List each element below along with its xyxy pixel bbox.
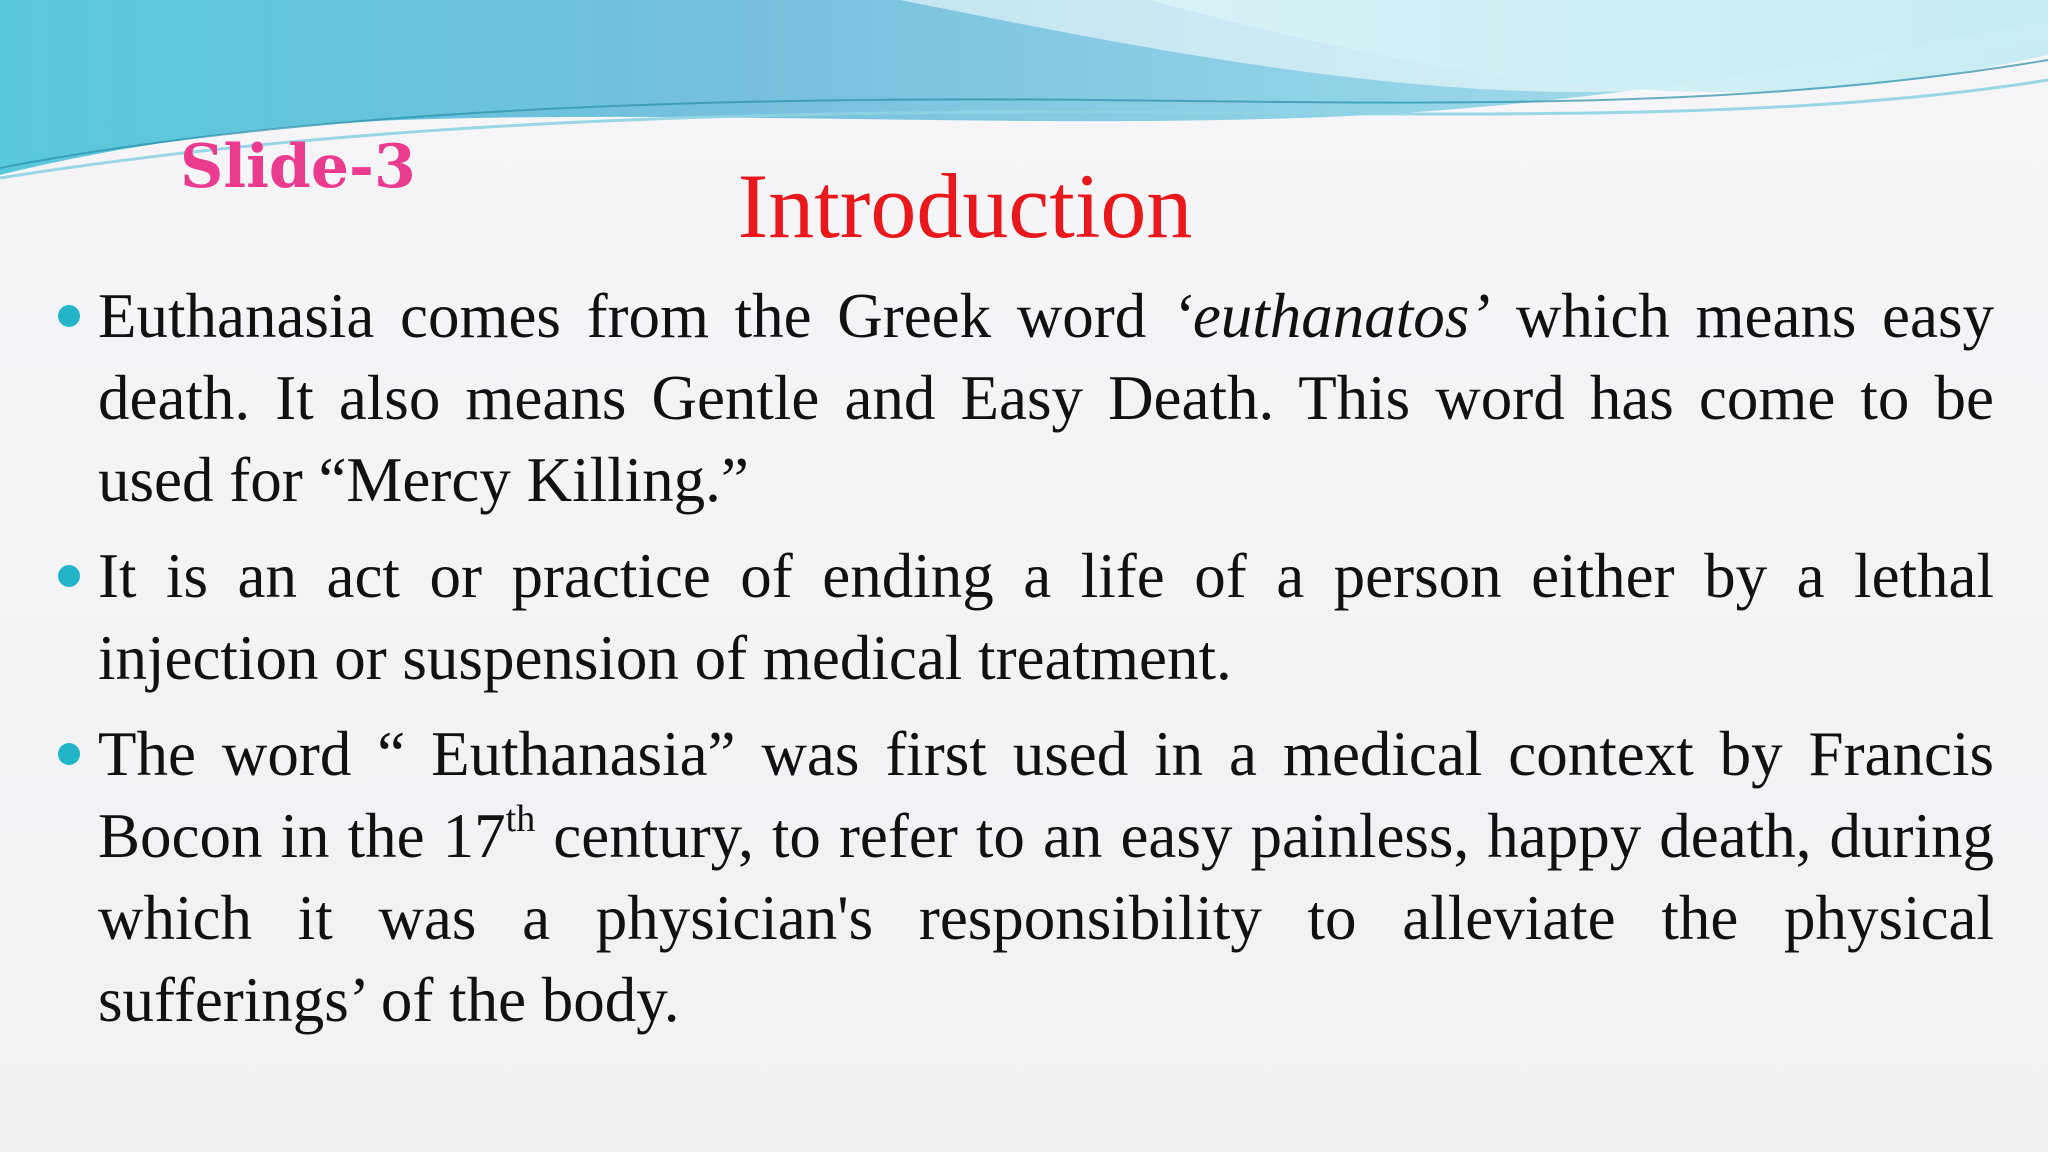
bullet-text: The word “ Euthanasia” was first used in a medical context by Francis Bocon in the 17th century, to refer to an easy painless, happy death, during which it was a physician's responsibility to alleviate the physical sufferings’ of the body. — [98, 719, 1994, 1035]
bullet-dot-icon — [58, 565, 80, 587]
bullet-dot-icon — [58, 305, 80, 327]
italic-term: ‘euthanatos’ — [1171, 281, 1491, 351]
slide-title: Introduction — [737, 155, 1193, 257]
bullet-text: It is an act or practice of ending a life of a person either by a lethal injection or suspension of medical treatment. — [98, 541, 1994, 693]
bullet-list — [56, 275, 1994, 1055]
superscript: th — [505, 798, 536, 840]
bullet-item-1 — [56, 275, 1994, 521]
bullet-item-2 — [56, 535, 1994, 699]
bullet-dot-icon — [58, 743, 80, 765]
bullet-text: Euthanasia comes from the Greek word ‘euthanatos’ which means easy death. It also means Gentle and Easy Death. This word has come to be used for “Mercy Killing.” — [98, 281, 1994, 515]
slide-number-label: Slide-3 — [180, 132, 416, 202]
bullet-item-3 — [56, 713, 1994, 1041]
